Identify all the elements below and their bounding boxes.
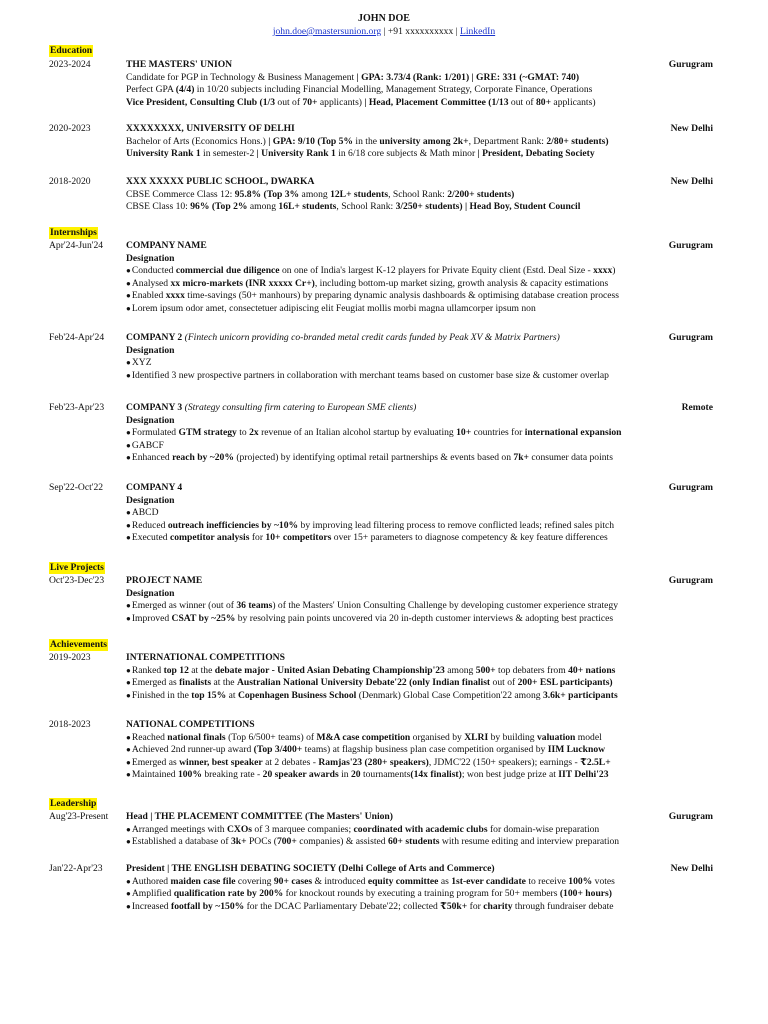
text-span: (Denmark) Global Case Competition'22 among xyxy=(356,689,543,701)
resume-entry xyxy=(49,863,713,913)
email-link[interactable]: john.doe@mastersunion.org xyxy=(272,26,382,37)
bold-text: valuation xyxy=(536,731,576,743)
bold-text: 60+ students xyxy=(387,836,440,848)
bold-text: | GPA: 3.73/4 (Rank: 1/201) | GRE: 331 (~GMAT: 740) xyxy=(356,71,580,83)
bold-text: (100+ hours) xyxy=(559,888,612,900)
bold-text: Designation xyxy=(126,494,175,506)
text-span: of 3 marquee companies; xyxy=(252,823,354,835)
bold-text: 700+ xyxy=(276,836,297,848)
phone-number: +91 xxxxxxxxxx xyxy=(387,26,454,37)
bold-text: Australian National University Debate'22 (only Indian finalist xyxy=(236,677,491,689)
bullet-point xyxy=(126,507,713,520)
text-span: ) xyxy=(612,265,616,277)
text-span: CBSE Class 10: xyxy=(126,201,191,213)
text-span: in xyxy=(338,769,351,781)
entry-title-row xyxy=(126,575,713,588)
text-span: Improved xyxy=(131,612,172,624)
bold-text: Designation xyxy=(126,587,175,599)
bold-text: commercial due diligence xyxy=(175,265,280,277)
text-span: to xyxy=(236,427,250,439)
text-span: Emerged as xyxy=(131,756,180,768)
text-span: ABCD xyxy=(131,507,159,519)
detail-line xyxy=(126,84,713,97)
bold-text: 3.6k+ participants xyxy=(542,689,618,701)
text-span: , JDMC'22 (150+ speakers); earnings - xyxy=(428,756,581,768)
text-span: breaking rate - xyxy=(201,769,263,781)
detail-line xyxy=(126,136,713,149)
entry-title: NATIONAL COMPETITIONS xyxy=(126,719,255,730)
bullet-point xyxy=(126,901,713,914)
entry-title-row xyxy=(126,402,713,415)
entry-title: XXXXXXXX, UNIVERSITY OF DELHI xyxy=(126,123,295,134)
text-span: consumer data points xyxy=(529,452,613,464)
entry-content xyxy=(126,240,713,316)
bullet-point xyxy=(126,600,713,613)
text-span: (projected) by identifying optimal retail partnerships & events based on xyxy=(233,452,514,464)
text-span: Amplified xyxy=(131,888,174,900)
resume-entry xyxy=(49,652,713,702)
text-span: applicants) xyxy=(317,96,365,108)
bold-text: GTM strategy xyxy=(178,427,237,439)
bold-text: debate major - United Asian Debating Championship'23 xyxy=(214,664,445,676)
text-span: tournaments xyxy=(360,769,411,781)
entry-date: 2018-2023 xyxy=(49,719,91,730)
entry-date: 2018-2020 xyxy=(49,176,91,187)
text-span: Reached xyxy=(131,731,168,743)
text-span: with resume editing and interview preparation xyxy=(439,836,620,848)
bold-text: 200+ ESL participants) xyxy=(517,677,613,689)
resume-entry xyxy=(49,332,713,382)
entry-content xyxy=(126,482,713,545)
text-span: ; won best judge prize at xyxy=(461,769,559,781)
bullet-point xyxy=(126,532,713,545)
text-span: at 2 debates - xyxy=(262,756,319,768)
bold-text: university among 2k+ xyxy=(379,135,469,147)
text-span: covering xyxy=(235,875,274,887)
detail-line xyxy=(126,345,713,358)
entry-title: PROJECT NAME xyxy=(126,575,203,586)
bold-text: top 15% xyxy=(191,689,227,701)
bullet-point xyxy=(126,370,713,383)
entry-content xyxy=(126,811,713,849)
text-span: votes xyxy=(592,875,615,887)
text-span: out of xyxy=(275,96,303,108)
bold-text: 95.8% (Top 3% xyxy=(234,188,300,200)
bold-text: | President, Debating Society xyxy=(477,148,595,160)
bold-text: ₹2.5L+ xyxy=(580,756,611,768)
entry-title-row xyxy=(126,863,713,876)
text-span: organised by xyxy=(410,731,465,743)
bold-text: 2x xyxy=(249,427,259,439)
bold-text: CSAT by ~25% xyxy=(171,612,236,624)
entry-title-row xyxy=(126,176,713,189)
text-span: among xyxy=(299,188,331,200)
text-span: Emerged as winner (out of xyxy=(131,600,237,612)
bullet-point xyxy=(126,824,713,837)
bold-text: 500+ xyxy=(475,664,496,676)
bullet-point xyxy=(126,836,713,849)
text-span: by building xyxy=(488,731,537,743)
detail-line xyxy=(126,97,713,110)
text-span: Reduced xyxy=(131,519,168,531)
bold-text: top 12 xyxy=(163,664,189,676)
bold-text: 1st-ever candidate xyxy=(451,875,526,887)
text-span: countries for xyxy=(471,427,525,439)
bold-text: xxxx xyxy=(165,290,185,302)
bullet-point xyxy=(126,888,713,901)
entry-date: Feb'23-Apr'23 xyxy=(49,402,105,413)
entry-description: (Fintech unicorn providing co-branded metal credit cards funded by Peak XV & Matrix Partners) xyxy=(184,332,560,343)
bold-text: reach by ~20% xyxy=(172,452,234,464)
bold-text: 20 xyxy=(350,769,361,781)
text-span: among xyxy=(444,664,476,676)
bold-text: 70+ xyxy=(302,96,318,108)
section-achievements-label: Achievements xyxy=(50,639,108,650)
bold-text: 96% (Top 2% xyxy=(190,201,248,213)
resume-entry xyxy=(49,402,713,465)
bold-text: University Rank 1 xyxy=(126,148,201,160)
bold-text: Designation xyxy=(126,344,175,356)
entry-location: Gurugram xyxy=(668,332,713,343)
entry-location: Remote xyxy=(681,402,713,413)
text-span: over 15+ parameters to diagnose competency & key feature differences xyxy=(331,532,608,544)
entry-date: Feb'24-Apr'24 xyxy=(49,332,105,343)
entry-date: 2019-2023 xyxy=(49,652,91,663)
text-span: ) of the Masters' Union Consulting Challenge by developing customer experience strategy xyxy=(272,600,619,612)
entry-content xyxy=(126,402,713,465)
bold-text: equity committee xyxy=(367,875,439,887)
resume-entry xyxy=(49,811,713,849)
bold-text: 2/80+ students) xyxy=(546,135,609,147)
text-span: Emerged as xyxy=(131,677,180,689)
bullet-point xyxy=(126,265,713,278)
resume-entry xyxy=(49,482,713,545)
entry-location: Gurugram xyxy=(668,811,713,822)
bold-text: 10+ xyxy=(456,427,472,439)
bold-text: IIT Delhi'23 xyxy=(558,769,609,781)
bullet-point xyxy=(126,440,713,453)
section-education-label: Education xyxy=(50,45,93,56)
text-span: , Department Rank: xyxy=(468,135,547,147)
bold-text: xx micro-markets (INR xxxxx Cr+) xyxy=(170,277,315,289)
text-span: Arranged meetings with xyxy=(131,823,227,835)
text-span: Achieved 2nd runner-up award xyxy=(131,744,254,756)
entry-date: Apr'24-Jun'24 xyxy=(49,240,104,251)
bullet-point xyxy=(126,732,713,745)
text-span: as xyxy=(438,875,452,887)
detail-line xyxy=(126,148,713,161)
text-span: out of xyxy=(508,96,536,108)
bold-text: Designation xyxy=(126,414,175,426)
text-span: by resolving pain points uncovered via 20 in-depth customer interviews & adopting best practices xyxy=(235,612,614,624)
detail-line xyxy=(126,201,713,214)
bold-text: 10+ competitors xyxy=(265,532,332,544)
entry-title-row xyxy=(126,332,713,345)
bold-text: XLRI xyxy=(464,731,489,743)
detail-line xyxy=(126,72,713,85)
text-span: in 6/18 core subjects & Math minor xyxy=(335,148,478,160)
entry-location: Gurugram xyxy=(668,482,713,493)
bold-text: (4/4) xyxy=(175,84,195,96)
contact-separator: | xyxy=(381,26,388,37)
text-span: applicants) xyxy=(551,96,596,108)
text-span: POCs ( xyxy=(246,836,277,848)
entry-content xyxy=(126,575,713,625)
bold-text: 2/200+ students) xyxy=(447,188,515,200)
text-span: , School Rank: xyxy=(388,188,448,200)
resume-entry xyxy=(49,123,713,161)
bullet-point xyxy=(126,613,713,626)
entry-title: COMPANY 3 xyxy=(126,402,185,413)
bullet-point xyxy=(126,744,713,757)
text-span: for domain-wise preparation xyxy=(487,823,600,835)
text-span: Executed xyxy=(131,532,170,544)
section-internships-label: Internships xyxy=(50,227,97,238)
bold-text: (Top 3/400+ xyxy=(253,744,303,756)
bullet-point xyxy=(126,769,713,782)
resume-entry xyxy=(49,240,713,316)
text-span: teams) at flagship business plan case competition organised by xyxy=(302,744,548,756)
bold-text: ₹50k+ xyxy=(440,900,468,912)
entry-content xyxy=(126,863,713,913)
bold-text: CXOs xyxy=(226,823,253,835)
entry-date: Jan'22-Apr'23 xyxy=(49,863,103,874)
text-span: & introduced xyxy=(312,875,368,887)
candidate-name: JOHN DOE xyxy=(358,13,410,24)
text-span: XYZ xyxy=(131,357,152,369)
entry-title-row xyxy=(126,240,713,253)
entry-location: New Delhi xyxy=(670,863,713,874)
entry-date: 2020-2023 xyxy=(49,123,91,134)
bold-text: M&A case competition xyxy=(316,731,411,743)
entry-content xyxy=(126,719,713,782)
text-span: at xyxy=(226,689,238,701)
text-span: Formulated xyxy=(131,427,179,439)
bold-text: finalists xyxy=(179,677,212,689)
text-span: in 10/20 subjects including Financial Modelling, Management Strategy, Corporate Finance, Operations xyxy=(194,84,593,96)
bold-text: Ramjas'23 (280+ speakers) xyxy=(318,756,429,768)
bold-text: Copenhagen Business School xyxy=(237,689,357,701)
bullet-point xyxy=(126,665,713,678)
bold-text: 80+ xyxy=(535,96,552,108)
text-span: for xyxy=(249,532,266,544)
text-span: model xyxy=(575,731,602,743)
resume-header xyxy=(0,0,768,38)
entry-title-row xyxy=(126,482,713,495)
text-span: Authored xyxy=(131,875,171,887)
text-span: in semester-2 xyxy=(200,148,257,160)
bold-text: xxxx xyxy=(593,265,613,277)
bold-text: (14x finalist) xyxy=(410,769,462,781)
text-span: for knockout rounds by executing a training program for 50+ members xyxy=(283,888,560,900)
text-span: Candidate for PGP in Technology & Business Management xyxy=(126,71,357,83)
entry-location: New Delhi xyxy=(670,176,713,187)
bullet-point xyxy=(126,357,713,370)
bold-text: national finals xyxy=(167,731,226,743)
entry-date: Aug'23-Present xyxy=(49,811,109,822)
text-span: to receive xyxy=(525,875,569,887)
detail-line xyxy=(126,495,713,508)
detail-line xyxy=(126,189,713,202)
text-span: top debaters from xyxy=(495,664,569,676)
bold-text: winner, best speaker xyxy=(179,756,263,768)
text-span: through fundraiser debate xyxy=(512,900,614,912)
bold-text: 3/250+ students) | Head Boy, Student Council xyxy=(395,201,581,213)
text-span: Established a database of xyxy=(131,836,231,848)
section-leadership-label: Leadership xyxy=(50,798,97,809)
entry-title: INTERNATIONAL COMPETITIONS xyxy=(126,652,285,663)
text-span: Perfect GPA xyxy=(126,84,176,96)
bold-text: outreach inefficiencies by ~10% xyxy=(167,519,299,531)
bullet-point xyxy=(126,876,713,889)
entry-title: Head | THE PLACEMENT COMMITTEE (The Masters' Union) xyxy=(126,811,393,822)
section-live-projects-label: Live Projects xyxy=(50,562,104,573)
text-span: Increased xyxy=(131,900,171,912)
bold-text: qualification rate by 200% xyxy=(173,888,284,900)
text-span: on one of India's largest K-12 players for Private Equity client (Estd. Deal Size - xyxy=(279,265,594,277)
bold-text: 12L+ students xyxy=(330,188,389,200)
text-span: Maintained xyxy=(131,769,178,781)
entry-title: COMPANY NAME xyxy=(126,240,207,251)
bold-text: competitor analysis xyxy=(169,532,250,544)
detail-line xyxy=(126,415,713,428)
text-span: for the DCAC Parliamentary Debate'22; collected xyxy=(244,900,441,912)
bold-text: 16L+ students xyxy=(278,201,337,213)
text-span: for xyxy=(467,900,484,912)
bold-text: 100% xyxy=(177,769,202,781)
text-span: Identified 3 new prospective partners in collaboration with merchant teams based on customer base size & customer overlap xyxy=(131,369,609,381)
bullet-point xyxy=(126,452,713,465)
text-span: Conducted xyxy=(131,265,176,277)
bold-text: charity xyxy=(483,900,513,912)
text-span: (Top 6/500+ teams) of xyxy=(225,731,317,743)
linkedin-link[interactable]: LinkedIn xyxy=(459,26,496,37)
bold-text: | University Rank 1 xyxy=(256,148,336,160)
entry-content xyxy=(126,332,713,382)
entry-title: COMPANY 4 xyxy=(126,482,183,493)
entry-title-row xyxy=(126,59,713,72)
entry-title-row xyxy=(126,719,713,732)
bold-text: 90+ cases xyxy=(273,875,313,887)
resume-entry xyxy=(49,176,713,214)
entry-title: THE MASTERS' UNION xyxy=(126,59,233,70)
text-span: out of xyxy=(490,677,518,689)
bold-text: maiden case file xyxy=(170,875,236,887)
entry-date: Oct'23-Dec'23 xyxy=(49,575,105,586)
bold-text: coordinated with academic clubs xyxy=(353,823,488,835)
resume-entry xyxy=(49,59,713,109)
text-span: Enhanced xyxy=(131,452,173,464)
entry-content xyxy=(126,59,713,109)
entry-title: XXX XXXXX PUBLIC SCHOOL, DWARKA xyxy=(126,176,315,187)
bullet-point xyxy=(126,290,713,303)
resume-entry xyxy=(49,719,713,782)
entry-date: 2023-2024 xyxy=(49,59,91,70)
bold-text: Designation xyxy=(126,252,175,264)
text-span: Lorem ipsum odor amet, consectetuer adipiscing elit Feugiat mollis morbi magna ullamcorper ipsum non xyxy=(131,302,536,314)
resume-entry xyxy=(49,575,713,625)
bold-text: footfall by ~150% xyxy=(171,900,245,912)
text-span: GABCF xyxy=(131,439,164,451)
entry-title: President | THE ENGLISH DEBATING SOCIETY (Delhi College of Arts and Commerce) xyxy=(126,863,495,874)
text-span: Analysed xyxy=(131,277,171,289)
bold-text: | Head, Placement Committee (1/13 xyxy=(364,96,509,108)
bold-text: 40+ nations xyxy=(568,664,616,676)
entry-content xyxy=(126,652,713,702)
bold-text: IIM Lucknow xyxy=(547,744,606,756)
bold-text: 3k+ xyxy=(230,836,247,848)
bold-text: Vice President, Consulting Club xyxy=(126,96,258,108)
text-span: among xyxy=(247,201,279,213)
text-span: at the xyxy=(211,677,237,689)
entry-date: Sep'22-Oct'22 xyxy=(49,482,104,493)
text-span: at the xyxy=(188,664,215,676)
bullet-point xyxy=(126,677,713,690)
bold-text: 36 teams xyxy=(236,600,273,612)
entry-content xyxy=(126,123,713,161)
entry-title-row xyxy=(126,811,713,824)
entry-content xyxy=(126,176,713,214)
text-span: revenue of an Italian alcohol startup by evaluating xyxy=(258,427,457,439)
entry-location: New Delhi xyxy=(670,123,713,134)
bold-text: 20 speaker awards xyxy=(262,769,339,781)
entry-location: Gurugram xyxy=(668,240,713,251)
bold-text: 100% xyxy=(568,875,593,887)
entry-title-row xyxy=(126,652,713,665)
detail-line xyxy=(126,253,713,266)
bullet-point xyxy=(126,278,713,291)
contact-line xyxy=(0,25,768,38)
text-span: time-savings (50+ manhours) by preparing dynamic analysis dashboards & optimising database creation process xyxy=(184,290,619,302)
text-span: , School Rank: xyxy=(336,201,396,213)
text-span: by improving lead filtering process to remove conflicted leads; refined sales pitch xyxy=(298,519,615,531)
bullet-point xyxy=(126,757,713,770)
bullet-point xyxy=(126,690,713,703)
text-span: Finished in the xyxy=(131,689,192,701)
bold-text: 7k+ xyxy=(513,452,530,464)
detail-line xyxy=(126,588,713,601)
entry-location: Gurugram xyxy=(668,575,713,586)
text-span: in the xyxy=(353,135,380,147)
text-span: CBSE Commerce Class 12: xyxy=(126,188,235,200)
text-span: companies) & assisted xyxy=(296,836,388,848)
entry-title-row xyxy=(126,123,713,136)
bullet-point xyxy=(126,303,713,316)
contact-separator: | xyxy=(453,26,460,37)
entry-location: Gurugram xyxy=(668,59,713,70)
entry-description: (Strategy consulting firm catering to European SME clients) xyxy=(184,402,417,413)
text-span: Enabled xyxy=(131,290,166,302)
text-span: Bachelor of Arts (Economics Hons.) xyxy=(126,135,269,147)
text-span: Ranked xyxy=(131,664,164,676)
bullet-point xyxy=(126,427,713,440)
entry-title: COMPANY 2 xyxy=(126,332,185,343)
bold-text: international expansion xyxy=(524,427,622,439)
text-span: , including bottom-up market sizing, growth analysis & capacity estimations xyxy=(314,277,609,289)
bullet-point xyxy=(126,520,713,533)
bold-text: (1/3 xyxy=(257,96,275,108)
bold-text: | GPA: 9/10 (Top 5% xyxy=(268,135,354,147)
